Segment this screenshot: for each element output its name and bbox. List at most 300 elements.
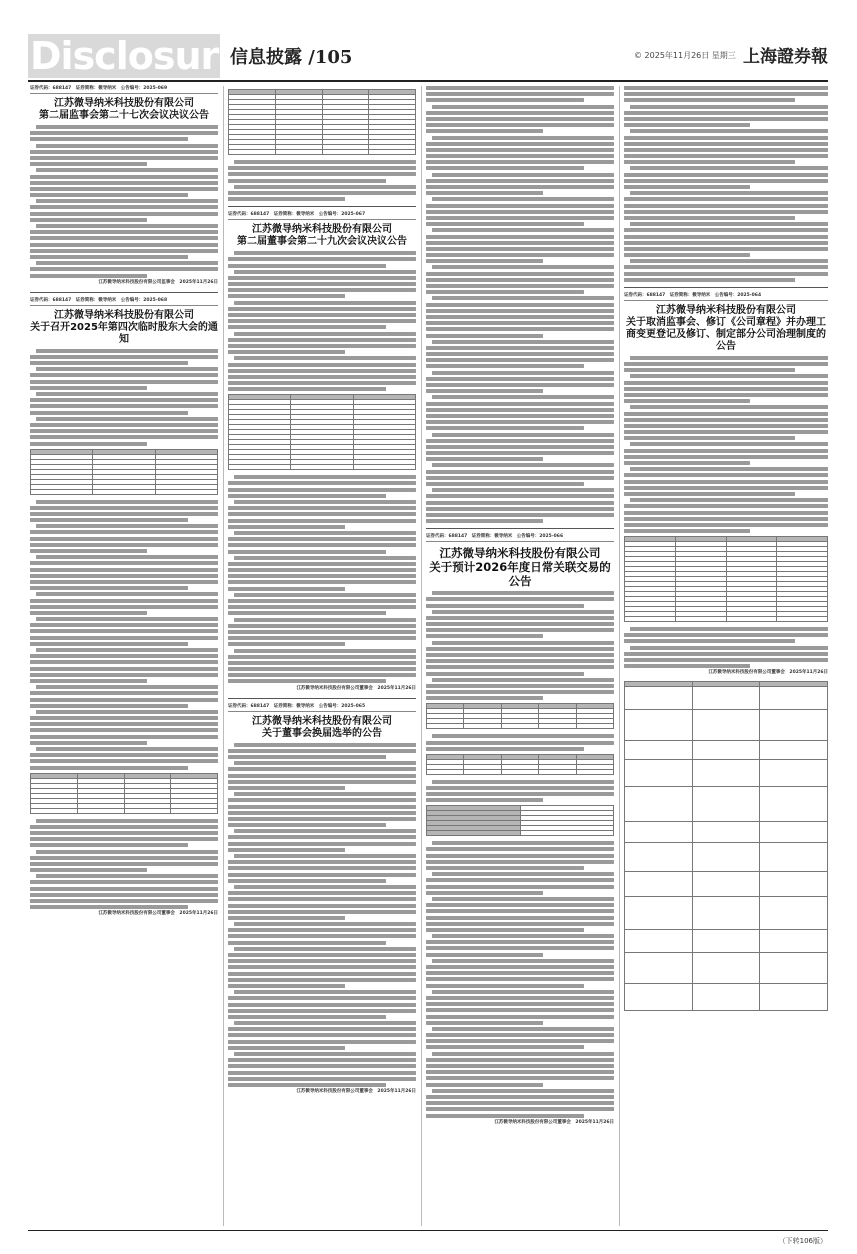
text-block bbox=[234, 270, 416, 274]
text-block bbox=[432, 734, 614, 738]
text-block bbox=[30, 766, 188, 770]
text-block bbox=[30, 586, 188, 590]
text-block bbox=[30, 629, 218, 633]
text-block bbox=[36, 392, 218, 396]
text-block bbox=[228, 179, 386, 183]
notice-supervisory-board bbox=[30, 86, 218, 286]
text-block bbox=[36, 500, 218, 504]
text-block bbox=[426, 672, 584, 676]
text-block bbox=[426, 903, 614, 907]
paper-name: 上海證券報 bbox=[743, 47, 828, 67]
text-block bbox=[30, 862, 218, 866]
text-block bbox=[426, 1114, 584, 1118]
text-block bbox=[630, 166, 828, 170]
text-block bbox=[30, 537, 218, 541]
text-block bbox=[426, 309, 614, 313]
text-block bbox=[426, 878, 614, 882]
text-block bbox=[228, 817, 416, 821]
text-block bbox=[426, 111, 614, 115]
text-block bbox=[36, 417, 218, 421]
notice-title: 第二届董事会第二十九次会议决议公告 bbox=[237, 236, 407, 248]
notice-shareholder-meeting bbox=[30, 298, 218, 918]
text-block bbox=[228, 587, 345, 591]
text-block bbox=[426, 1021, 543, 1025]
notice-code-line: 证券代码：688147 证券简称：微导纳米 公告编号：2025-067 bbox=[228, 212, 416, 220]
masthead-rule bbox=[28, 80, 828, 82]
text-block bbox=[234, 356, 416, 360]
text-block bbox=[30, 605, 218, 609]
text-block bbox=[30, 131, 218, 135]
text-block bbox=[30, 741, 147, 745]
text-block bbox=[228, 1015, 386, 1019]
text-block bbox=[30, 423, 218, 427]
text-block bbox=[624, 449, 828, 453]
text-block bbox=[30, 205, 218, 209]
text-block bbox=[30, 404, 218, 408]
text-block bbox=[228, 972, 416, 976]
text-block bbox=[630, 356, 828, 360]
text-block bbox=[426, 885, 614, 889]
text-block bbox=[426, 916, 614, 920]
notice-title: 关于董事会换届选举的公告 bbox=[262, 727, 382, 739]
text-block bbox=[30, 512, 218, 516]
text-block bbox=[228, 381, 416, 385]
text-block bbox=[624, 480, 828, 484]
text-block bbox=[30, 880, 218, 884]
text-block bbox=[426, 1083, 543, 1087]
text-block bbox=[228, 1077, 416, 1081]
text-block bbox=[426, 1015, 614, 1019]
text-block bbox=[234, 990, 416, 994]
text-block bbox=[228, 375, 416, 379]
text-block bbox=[426, 204, 614, 208]
text-block bbox=[426, 315, 614, 319]
text-block bbox=[624, 664, 750, 668]
text-block bbox=[30, 361, 188, 365]
text-block bbox=[426, 154, 614, 158]
text-block bbox=[426, 1101, 614, 1105]
text-block bbox=[426, 513, 614, 517]
text-block bbox=[432, 610, 614, 614]
text-block bbox=[30, 887, 218, 891]
text-block bbox=[426, 303, 614, 307]
text-block bbox=[36, 648, 218, 652]
text-block bbox=[426, 1076, 614, 1080]
text-block bbox=[30, 735, 218, 739]
text-block bbox=[432, 197, 614, 201]
text-block bbox=[426, 494, 614, 498]
divider bbox=[426, 528, 614, 529]
text-block bbox=[624, 461, 750, 465]
text-block bbox=[36, 144, 218, 148]
text-block bbox=[426, 191, 543, 195]
text-block bbox=[432, 296, 614, 300]
text-block bbox=[426, 971, 614, 975]
text-block bbox=[624, 362, 828, 366]
text-block bbox=[624, 517, 828, 521]
text-block bbox=[30, 716, 218, 720]
text-block bbox=[30, 899, 218, 903]
text-block bbox=[426, 597, 614, 601]
text-block bbox=[228, 630, 416, 634]
text-block bbox=[30, 386, 147, 390]
text-block bbox=[426, 866, 584, 870]
text-block bbox=[426, 622, 614, 626]
text-block bbox=[30, 753, 218, 757]
text-block bbox=[30, 568, 218, 572]
text-block bbox=[426, 1107, 614, 1111]
text-block bbox=[228, 941, 386, 945]
text-block bbox=[30, 218, 147, 222]
text-block bbox=[624, 173, 828, 177]
notice-signature: 江苏微导纳米科技股份有限公司董事会 2025年11月26日 bbox=[98, 911, 218, 917]
text-block bbox=[228, 1033, 416, 1037]
text-block bbox=[426, 451, 614, 455]
proposal-table bbox=[30, 449, 218, 495]
issue-date: © 2025年11月26日 星期三 bbox=[634, 51, 736, 60]
text-block bbox=[432, 591, 614, 595]
text-block bbox=[432, 395, 614, 399]
text-block bbox=[432, 1089, 614, 1093]
text-block bbox=[228, 580, 416, 584]
text-block bbox=[432, 780, 614, 784]
text-block bbox=[228, 866, 416, 870]
text-block bbox=[228, 605, 416, 609]
text-block bbox=[624, 529, 750, 533]
text-block bbox=[624, 216, 795, 220]
text-block bbox=[426, 996, 614, 1000]
section-title: 信息披露 /105 bbox=[230, 47, 353, 68]
text-block bbox=[228, 350, 345, 354]
text-block bbox=[30, 175, 218, 179]
divider bbox=[228, 698, 416, 699]
text-block bbox=[30, 574, 218, 578]
text-block bbox=[30, 506, 218, 510]
text-block bbox=[30, 623, 218, 627]
text-block bbox=[228, 959, 416, 963]
text-block bbox=[228, 984, 345, 988]
text-block bbox=[228, 363, 416, 367]
text-block bbox=[426, 1008, 614, 1012]
text-block bbox=[426, 321, 614, 325]
text-block bbox=[426, 86, 614, 90]
text-block bbox=[426, 247, 614, 251]
text-block bbox=[432, 488, 614, 492]
text-block bbox=[30, 435, 218, 439]
text-block bbox=[234, 251, 416, 255]
masthead bbox=[28, 34, 828, 78]
text-block bbox=[426, 284, 614, 288]
notice-signature: 江苏微导纳米科技股份有限公司董事会 2025年11月26日 bbox=[494, 1119, 614, 1125]
text-block bbox=[36, 168, 218, 172]
text-block bbox=[30, 373, 218, 377]
text-block bbox=[426, 854, 614, 858]
text-block bbox=[228, 307, 416, 311]
text-block bbox=[426, 235, 614, 239]
text-block bbox=[624, 633, 828, 637]
notice-code-line: 证券代码：688147 证券简称：微导纳米 公告编号：2025-064 bbox=[624, 293, 828, 301]
text-block bbox=[426, 653, 614, 657]
text-block bbox=[426, 1033, 614, 1037]
text-block bbox=[30, 728, 218, 732]
text-block bbox=[624, 652, 828, 656]
text-block bbox=[228, 294, 345, 298]
text-block bbox=[624, 278, 795, 282]
text-block bbox=[426, 501, 614, 505]
notice-company-title: 江苏微导纳米科技股份有限公司 bbox=[252, 224, 392, 236]
text-block bbox=[30, 611, 147, 615]
divider bbox=[624, 287, 828, 288]
notice-articles-amendment bbox=[624, 293, 828, 1012]
text-block bbox=[228, 805, 416, 809]
text-block bbox=[432, 371, 614, 375]
text-block bbox=[630, 222, 828, 226]
text-block bbox=[234, 531, 416, 535]
text-block bbox=[426, 123, 614, 127]
notice-company-title: 江苏微导纳米科技股份有限公司 bbox=[54, 98, 194, 109]
text-block bbox=[228, 1046, 345, 1050]
text-block bbox=[426, 129, 543, 133]
text-block bbox=[228, 879, 386, 883]
text-block bbox=[624, 197, 828, 201]
text-block bbox=[234, 556, 416, 560]
text-block bbox=[426, 420, 614, 424]
text-block bbox=[228, 1058, 416, 1062]
text-block bbox=[426, 352, 614, 356]
text-block bbox=[426, 179, 614, 183]
notice-signature: 江苏微导纳米科技股份有限公司监事会 2025年11月26日 bbox=[98, 279, 218, 285]
text-block bbox=[624, 424, 828, 428]
text-block bbox=[432, 897, 614, 901]
text-block bbox=[30, 831, 218, 835]
text-block bbox=[30, 691, 218, 695]
text-block bbox=[228, 679, 386, 683]
text-block bbox=[426, 984, 584, 988]
notice-signature: 江苏微导纳米科技股份有限公司董事会 2025年11月26日 bbox=[296, 685, 416, 691]
notice-code-line: 证券代码：688147 证券简称：微导纳米 公告编号：2025-065 bbox=[228, 704, 416, 712]
text-block bbox=[234, 1052, 416, 1056]
text-block bbox=[432, 990, 614, 994]
text-block bbox=[426, 457, 543, 461]
text-block bbox=[426, 891, 543, 895]
notice-company-title: 江苏微导纳米科技股份有限公司 bbox=[439, 546, 601, 561]
text-block bbox=[30, 518, 188, 522]
text-block bbox=[234, 761, 416, 765]
text-block bbox=[228, 873, 416, 877]
footer-rule bbox=[28, 1230, 828, 1231]
text-block bbox=[630, 442, 828, 446]
text-block bbox=[426, 408, 614, 412]
column-separator bbox=[421, 86, 422, 1226]
text-block bbox=[30, 722, 218, 726]
text-block bbox=[228, 257, 416, 261]
text-block bbox=[36, 367, 218, 371]
text-block bbox=[426, 507, 614, 511]
text-block bbox=[228, 288, 416, 292]
text-block bbox=[426, 519, 543, 523]
text-block bbox=[228, 282, 416, 286]
text-block bbox=[228, 996, 416, 1000]
text-block bbox=[228, 494, 386, 498]
text-block bbox=[426, 909, 614, 913]
text-block bbox=[426, 445, 614, 449]
text-block bbox=[36, 524, 218, 528]
text-block bbox=[228, 811, 416, 815]
text-block bbox=[234, 743, 416, 747]
text-block bbox=[432, 173, 614, 177]
text-block bbox=[426, 334, 543, 338]
text-block bbox=[234, 922, 416, 926]
text-block bbox=[30, 236, 218, 240]
text-block bbox=[228, 749, 416, 753]
text-block bbox=[624, 272, 828, 276]
text-block bbox=[624, 368, 795, 372]
text-block bbox=[426, 965, 614, 969]
text-block bbox=[426, 690, 614, 694]
text-block bbox=[426, 383, 614, 387]
transaction-table bbox=[426, 754, 614, 775]
text-block bbox=[36, 850, 218, 854]
text-block bbox=[30, 181, 218, 185]
text-block bbox=[30, 212, 218, 216]
text-block bbox=[432, 1027, 614, 1031]
text-block bbox=[228, 767, 416, 771]
transaction-table bbox=[426, 703, 614, 729]
voting-table bbox=[228, 89, 416, 155]
text-block bbox=[30, 274, 147, 278]
text-block bbox=[426, 684, 614, 688]
text-block bbox=[228, 197, 345, 201]
text-block bbox=[426, 665, 614, 669]
text-block bbox=[426, 358, 614, 362]
text-block bbox=[30, 156, 218, 160]
text-block bbox=[30, 137, 188, 141]
text-block bbox=[624, 160, 795, 164]
text-block bbox=[234, 500, 416, 504]
text-block bbox=[36, 349, 218, 353]
text-block bbox=[30, 380, 218, 384]
text-block bbox=[624, 639, 795, 643]
text-block bbox=[36, 592, 218, 596]
notice-title: 关于预计2026年度日常关联交易的公告 bbox=[429, 560, 611, 589]
text-block bbox=[426, 604, 584, 608]
text-block bbox=[426, 741, 614, 745]
text-block bbox=[228, 655, 416, 659]
text-block bbox=[36, 685, 218, 689]
text-block bbox=[228, 910, 416, 914]
text-block bbox=[426, 98, 584, 102]
text-block bbox=[426, 253, 614, 257]
text-block bbox=[624, 430, 828, 434]
text-block bbox=[30, 267, 218, 271]
column-2 bbox=[228, 86, 416, 1228]
text-block bbox=[30, 398, 218, 402]
text-block bbox=[426, 426, 584, 430]
text-block bbox=[228, 978, 416, 982]
text-block bbox=[228, 325, 386, 329]
text-block bbox=[228, 313, 416, 317]
text-block bbox=[426, 847, 614, 851]
text-block bbox=[432, 934, 614, 938]
text-block bbox=[432, 340, 614, 344]
text-block bbox=[426, 241, 614, 245]
text-block bbox=[30, 856, 218, 860]
text-block bbox=[234, 854, 416, 858]
text-block bbox=[426, 327, 614, 331]
text-block bbox=[36, 874, 218, 878]
text-block bbox=[426, 210, 614, 214]
text-block bbox=[426, 166, 584, 170]
text-block bbox=[228, 1040, 416, 1044]
column-3 bbox=[426, 86, 614, 1228]
text-block bbox=[30, 543, 218, 547]
text-block bbox=[630, 374, 828, 378]
text-block bbox=[624, 204, 828, 208]
text-block bbox=[426, 616, 614, 620]
divider bbox=[30, 292, 218, 293]
text-block bbox=[624, 381, 828, 385]
text-block bbox=[30, 660, 218, 664]
text-block bbox=[228, 860, 416, 864]
text-block bbox=[234, 885, 416, 889]
text-block bbox=[228, 755, 386, 759]
notice-signature: 江苏微导纳米科技股份有限公司董事会 2025年11月26日 bbox=[296, 1089, 416, 1095]
text-block bbox=[426, 659, 614, 663]
text-block bbox=[30, 642, 188, 646]
text-block bbox=[30, 667, 218, 671]
text-block bbox=[228, 965, 416, 969]
text-block bbox=[228, 191, 416, 195]
text-block bbox=[624, 235, 828, 239]
text-block bbox=[228, 891, 416, 895]
text-block bbox=[624, 98, 795, 102]
text-block bbox=[30, 187, 218, 191]
text-block bbox=[624, 658, 828, 662]
column-1 bbox=[30, 86, 218, 1228]
text-block bbox=[228, 599, 416, 603]
text-block bbox=[624, 511, 828, 515]
text-block bbox=[228, 1027, 416, 1031]
text-block bbox=[30, 255, 188, 259]
text-block bbox=[228, 786, 345, 790]
text-block bbox=[234, 301, 416, 305]
text-block bbox=[30, 636, 218, 640]
text-block bbox=[630, 498, 828, 502]
text-block bbox=[30, 843, 188, 847]
text-block bbox=[624, 492, 795, 496]
text-block bbox=[426, 1095, 614, 1099]
text-block bbox=[30, 893, 218, 897]
text-block bbox=[30, 837, 218, 841]
text-block bbox=[426, 1070, 614, 1074]
text-block bbox=[30, 549, 147, 553]
proxy-form-table bbox=[30, 773, 218, 814]
text-block bbox=[228, 172, 416, 176]
text-block bbox=[36, 555, 218, 559]
text-block bbox=[30, 698, 218, 702]
text-block bbox=[624, 486, 828, 490]
text-block bbox=[432, 265, 614, 269]
text-block bbox=[228, 661, 416, 665]
text-block bbox=[228, 512, 416, 516]
text-block bbox=[624, 92, 828, 96]
company-info-table bbox=[426, 805, 614, 836]
notice-company-title: 江苏微导纳米科技股份有限公司 bbox=[252, 715, 392, 727]
text-block bbox=[426, 470, 614, 474]
text-block bbox=[624, 179, 828, 183]
text-block bbox=[30, 411, 188, 415]
text-block bbox=[630, 627, 828, 631]
